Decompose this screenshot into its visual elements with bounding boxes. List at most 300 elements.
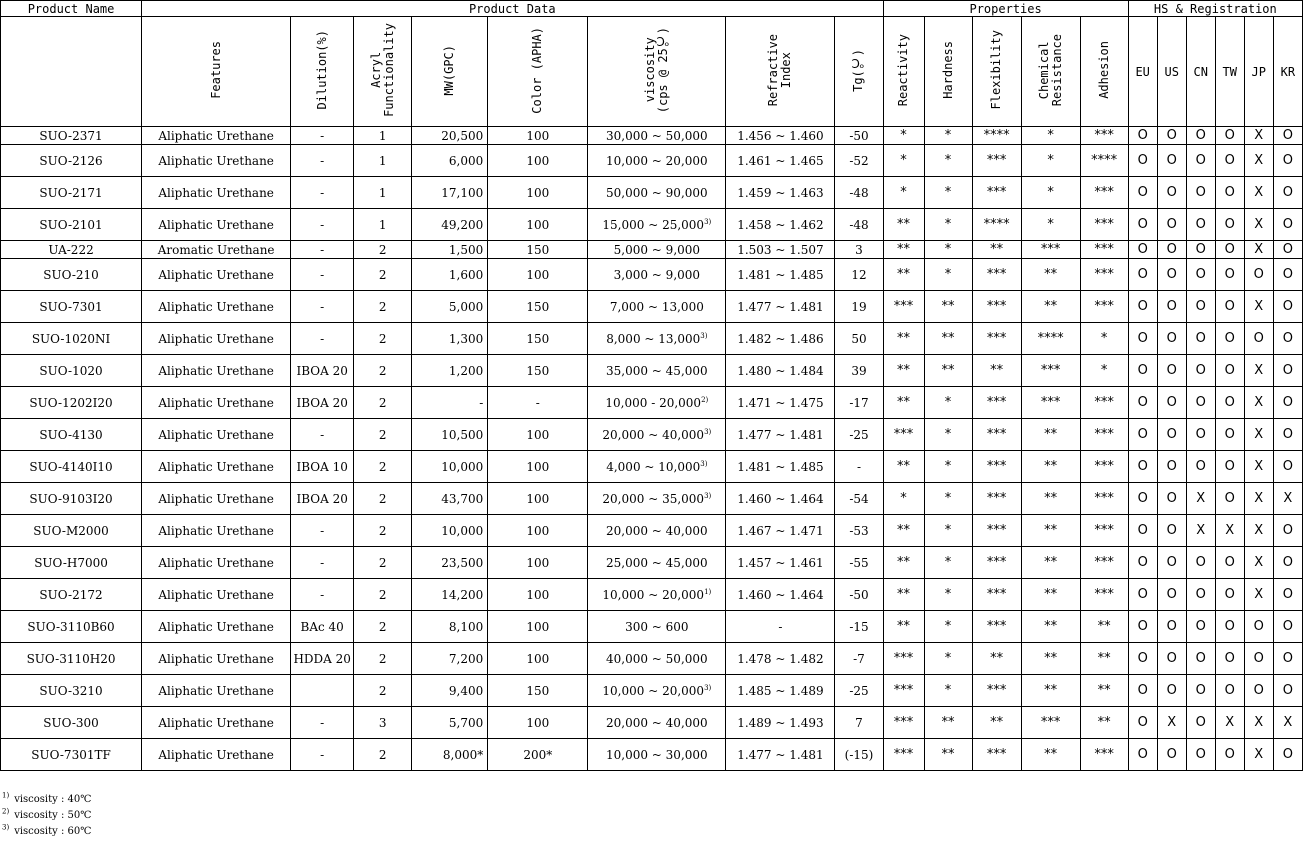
viscosity-value: 40,000 ~ 50,000 <box>606 651 708 666</box>
hardness-cell: ** <box>924 355 972 387</box>
features-cell: Aliphatic Urethane <box>142 127 291 145</box>
reactivity-cell: ** <box>883 547 924 579</box>
reg-cn-cell: X <box>1186 515 1215 547</box>
flexibility-cell: *** <box>972 611 1021 643</box>
footnote-mark: 2) <box>2 807 10 816</box>
tg-cell: -53 <box>835 515 883 547</box>
adhesion-cell: *** <box>1080 547 1128 579</box>
refractive-index-cell: 1.459 ~ 1.463 <box>726 177 835 209</box>
group-product-name: Product Name <box>1 1 142 17</box>
acryl-functionality-cell: 1 <box>354 209 412 241</box>
features-cell: Aliphatic Urethane <box>142 579 291 611</box>
refractive-index-cell: 1.478 ~ 1.482 <box>726 643 835 675</box>
reactivity-cell: * <box>883 127 924 145</box>
reg-kr-cell: O <box>1273 177 1302 209</box>
table-row <box>1 515 1303 547</box>
acryl-functionality-cell: 2 <box>354 323 412 355</box>
table-row <box>1 483 1303 515</box>
color-cell: 200* <box>488 739 588 771</box>
reg-kr-cell: X <box>1273 707 1302 739</box>
reg-tw-cell: O <box>1215 127 1244 145</box>
dilution-cell: - <box>291 707 354 739</box>
dilution-cell: - <box>291 739 354 771</box>
adhesion-cell: *** <box>1080 291 1128 323</box>
header-refractive-index: Refractive Index <box>726 17 835 127</box>
tg-cell: -55 <box>835 547 883 579</box>
reg-jp-cell: X <box>1244 145 1273 177</box>
tg-cell: (-15) <box>835 739 883 771</box>
table-row <box>1 451 1303 483</box>
viscosity-value: 7,000 ~ 13,000 <box>609 299 704 314</box>
adhesion-cell: *** <box>1080 177 1128 209</box>
reg-us-cell: O <box>1157 291 1186 323</box>
reg-eu-cell: O <box>1128 515 1157 547</box>
chemical-resistance-cell: * <box>1021 145 1080 177</box>
hardness-cell: * <box>924 177 972 209</box>
chemical-resistance-cell: ** <box>1021 611 1080 643</box>
reg-tw-cell: O <box>1215 323 1244 355</box>
acryl-functionality-cell: 3 <box>354 707 412 739</box>
adhesion-cell: ** <box>1080 707 1128 739</box>
chemical-resistance-cell: *** <box>1021 355 1080 387</box>
color-cell: - <box>488 387 588 419</box>
color-cell: 100 <box>488 209 588 241</box>
reg-kr-cell: O <box>1273 323 1302 355</box>
reactivity-cell: ** <box>883 515 924 547</box>
acryl-functionality-cell: 2 <box>354 515 412 547</box>
flexibility-cell: *** <box>972 515 1021 547</box>
reg-jp-cell: X <box>1244 515 1273 547</box>
dilution-cell: - <box>291 515 354 547</box>
dilution-cell: - <box>291 547 354 579</box>
reg-tw-cell: O <box>1215 643 1244 675</box>
mw-cell: 14,200 <box>412 579 488 611</box>
product-name-cell: SUO-4130 <box>1 419 142 451</box>
reg-jp-cell: X <box>1244 707 1273 739</box>
reg-us-cell: O <box>1157 643 1186 675</box>
mw-cell: 5,700 <box>412 707 488 739</box>
viscosity-value: 35,000 ~ 45,000 <box>606 363 708 378</box>
reg-tw-cell: O <box>1215 259 1244 291</box>
footnote-text: viscosity : 60℃ <box>14 826 92 837</box>
adhesion-cell: *** <box>1080 387 1128 419</box>
hardness-cell: * <box>924 209 972 241</box>
mw-cell: 10,000 <box>412 451 488 483</box>
reactivity-cell: ** <box>883 241 924 259</box>
reg-jp-cell: X <box>1244 291 1273 323</box>
features-cell: Aliphatic Urethane <box>142 259 291 291</box>
dilution-cell: IBOA 10 <box>291 451 354 483</box>
reg-cn-cell: O <box>1186 451 1215 483</box>
product-name-cell: UA-222 <box>1 241 142 259</box>
mw-cell: 20,500 <box>412 127 488 145</box>
reg-kr-cell: O <box>1273 145 1302 177</box>
viscosity-cell <box>588 177 726 209</box>
reg-us-cell: O <box>1157 241 1186 259</box>
reg-jp-cell: X <box>1244 127 1273 145</box>
dilution-cell: - <box>291 145 354 177</box>
table-row <box>1 209 1303 241</box>
tg-cell: 3 <box>835 241 883 259</box>
reactivity-cell: * <box>883 177 924 209</box>
reactivity-cell: *** <box>883 739 924 771</box>
header-mw: MW(GPC) <box>412 17 488 127</box>
viscosity-cell <box>588 387 726 419</box>
product-name-cell: SUO-1202I20 <box>1 387 142 419</box>
viscosity-cell <box>588 259 726 291</box>
product-name-cell: SUO-M2000 <box>1 515 142 547</box>
reg-eu-cell: O <box>1128 643 1157 675</box>
reg-jp-cell: X <box>1244 547 1273 579</box>
refractive-index-cell: 1.477 ~ 1.481 <box>726 419 835 451</box>
reg-us-cell: O <box>1157 177 1186 209</box>
table-row <box>1 291 1303 323</box>
reactivity-cell: *** <box>883 675 924 707</box>
reg-cn-cell: O <box>1186 323 1215 355</box>
refractive-index-cell: 1.477 ~ 1.481 <box>726 739 835 771</box>
reg-cn-cell: O <box>1186 643 1215 675</box>
footnote-mark: 3) <box>700 331 708 340</box>
viscosity-cell <box>588 323 726 355</box>
flexibility-cell: ** <box>972 643 1021 675</box>
features-cell: Aliphatic Urethane <box>142 177 291 209</box>
features-cell: Aliphatic Urethane <box>142 323 291 355</box>
reg-kr-cell: O <box>1273 739 1302 771</box>
refractive-index-cell: 1.460 ~ 1.464 <box>726 579 835 611</box>
footnote-mark: 1) <box>2 791 10 800</box>
header-tg: Tg(℃) <box>835 17 883 127</box>
header-viscosity: viscosity (cps @ 25℃) <box>588 17 726 127</box>
adhesion-cell: *** <box>1080 259 1128 291</box>
adhesion-cell: *** <box>1080 419 1128 451</box>
acryl-functionality-cell: 2 <box>354 355 412 387</box>
chemical-resistance-cell: ** <box>1021 515 1080 547</box>
chemical-resistance-cell: ** <box>1021 739 1080 771</box>
header-dilution: Dilution(%) <box>291 17 354 127</box>
reg-cn-cell: O <box>1186 259 1215 291</box>
hardness-cell: * <box>924 259 972 291</box>
features-cell: Aliphatic Urethane <box>142 643 291 675</box>
tg-cell: -7 <box>835 643 883 675</box>
reactivity-cell: * <box>883 483 924 515</box>
adhesion-cell: ** <box>1080 643 1128 675</box>
header-hardness: Hardness <box>924 17 972 127</box>
reg-us-cell: O <box>1157 451 1186 483</box>
footnote-mark: 3) <box>2 823 10 832</box>
viscosity-cell <box>588 739 726 771</box>
viscosity-cell <box>588 579 726 611</box>
reactivity-cell: *** <box>883 419 924 451</box>
mw-cell: 23,500 <box>412 547 488 579</box>
color-cell: 150 <box>488 241 588 259</box>
header-color: Color (APHA) <box>488 17 588 127</box>
header-jp: JP <box>1244 17 1273 127</box>
viscosity-value: 15,000 ~ 25,000 <box>602 217 705 232</box>
reg-us-cell: O <box>1157 323 1186 355</box>
color-cell: 100 <box>488 451 588 483</box>
header-features: Features <box>142 17 291 127</box>
reg-tw-cell: O <box>1215 387 1244 419</box>
reg-kr-cell: O <box>1273 515 1302 547</box>
hardness-cell: * <box>924 675 972 707</box>
reg-us-cell: O <box>1157 547 1186 579</box>
hardness-cell: * <box>924 127 972 145</box>
viscosity-value: 50,000 ~ 90,000 <box>606 185 708 200</box>
product-name-cell: SUO-2171 <box>1 177 142 209</box>
reg-eu-cell: O <box>1128 209 1157 241</box>
reg-kr-cell: O <box>1273 355 1302 387</box>
product-name-cell: SUO-2172 <box>1 579 142 611</box>
reg-cn-cell: O <box>1186 145 1215 177</box>
chemical-resistance-cell: ** <box>1021 259 1080 291</box>
acryl-functionality-cell: 1 <box>354 177 412 209</box>
reg-jp-cell: O <box>1244 323 1273 355</box>
features-cell: Aliphatic Urethane <box>142 355 291 387</box>
table-row <box>1 707 1303 739</box>
dilution-cell: - <box>291 177 354 209</box>
color-cell: 150 <box>488 323 588 355</box>
adhesion-cell: *** <box>1080 483 1128 515</box>
reg-kr-cell: O <box>1273 675 1302 707</box>
product-name-cell: SUO-7301TF <box>1 739 142 771</box>
flexibility-cell: *** <box>972 387 1021 419</box>
refractive-index-cell: 1.481 ~ 1.485 <box>726 259 835 291</box>
flexibility-cell: *** <box>972 145 1021 177</box>
color-cell: 100 <box>488 515 588 547</box>
reg-cn-cell: O <box>1186 291 1215 323</box>
table-row <box>1 419 1303 451</box>
footnote-mark: 2) <box>701 395 709 404</box>
group-properties: Properties <box>883 1 1128 17</box>
acryl-functionality-cell: 1 <box>354 127 412 145</box>
reg-tw-cell: O <box>1215 739 1244 771</box>
viscosity-cell <box>588 241 726 259</box>
acryl-functionality-cell: 2 <box>354 387 412 419</box>
color-cell: 100 <box>488 419 588 451</box>
reg-jp-cell: X <box>1244 387 1273 419</box>
reg-eu-cell: O <box>1128 355 1157 387</box>
adhesion-cell: *** <box>1080 209 1128 241</box>
viscosity-cell <box>588 707 726 739</box>
reg-us-cell: O <box>1157 579 1186 611</box>
flexibility-cell: *** <box>972 177 1021 209</box>
flexibility-cell: ** <box>972 707 1021 739</box>
hardness-cell: * <box>924 451 972 483</box>
dilution-cell: IBOA 20 <box>291 387 354 419</box>
reg-jp-cell: O <box>1244 643 1273 675</box>
acryl-functionality-cell: 2 <box>354 643 412 675</box>
viscosity-cell <box>588 451 726 483</box>
table-row <box>1 259 1303 291</box>
features-cell: Aliphatic Urethane <box>142 483 291 515</box>
chemical-resistance-cell: ** <box>1021 547 1080 579</box>
viscosity-cell <box>588 209 726 241</box>
mw-cell: 7,200 <box>412 643 488 675</box>
acryl-functionality-cell: 2 <box>354 451 412 483</box>
viscosity-cell <box>588 291 726 323</box>
header-blank <box>1 17 142 127</box>
table-row <box>1 387 1303 419</box>
features-cell: Aliphatic Urethane <box>142 451 291 483</box>
viscosity-value: 8,000 ~ 13,000 <box>606 331 701 346</box>
viscosity-value: 3,000 ~ 9,000 <box>613 267 701 282</box>
mw-cell: 5,000 <box>412 291 488 323</box>
chemical-resistance-cell: * <box>1021 177 1080 209</box>
group-hs-registration: HS & Registration <box>1128 1 1302 17</box>
hardness-cell: ** <box>924 291 972 323</box>
reg-jp-cell: X <box>1244 355 1273 387</box>
reg-cn-cell: O <box>1186 547 1215 579</box>
mw-cell: 1,600 <box>412 259 488 291</box>
viscosity-value: 10,000 ~ 20,000 <box>602 683 705 698</box>
product-name-cell: SUO-3210 <box>1 675 142 707</box>
tg-cell: -25 <box>835 675 883 707</box>
dilution-cell: - <box>291 291 354 323</box>
reactivity-cell: *** <box>883 707 924 739</box>
adhesion-cell: **** <box>1080 145 1128 177</box>
adhesion-cell: *** <box>1080 579 1128 611</box>
viscosity-cell <box>588 355 726 387</box>
hardness-cell: ** <box>924 323 972 355</box>
reg-cn-cell: O <box>1186 209 1215 241</box>
product-name-cell: SUO-300 <box>1 707 142 739</box>
dilution-cell: - <box>291 209 354 241</box>
reg-us-cell: O <box>1157 515 1186 547</box>
hardness-cell: * <box>924 387 972 419</box>
product-name-cell: SUO-7301 <box>1 291 142 323</box>
footnote <box>2 808 91 824</box>
product-name-cell: SUO-3110B60 <box>1 611 142 643</box>
dilution-cell: - <box>291 323 354 355</box>
reg-us-cell: O <box>1157 355 1186 387</box>
viscosity-value: 20,000 ~ 40,000 <box>606 523 708 538</box>
reg-eu-cell: O <box>1128 579 1157 611</box>
tg-cell: 39 <box>835 355 883 387</box>
features-cell: Aliphatic Urethane <box>142 675 291 707</box>
chemical-resistance-cell: *** <box>1021 387 1080 419</box>
refractive-index-cell: 1.477 ~ 1.481 <box>726 291 835 323</box>
mw-cell: 43,700 <box>412 483 488 515</box>
footnote-mark: 3) <box>704 683 712 692</box>
table-row <box>1 579 1303 611</box>
product-name-cell: SUO-210 <box>1 259 142 291</box>
reactivity-cell: ** <box>883 611 924 643</box>
adhesion-cell: ** <box>1080 675 1128 707</box>
refractive-index-cell: 1.480 ~ 1.484 <box>726 355 835 387</box>
mw-cell: 10,000 <box>412 515 488 547</box>
reg-cn-cell: O <box>1186 355 1215 387</box>
reg-cn-cell: O <box>1186 419 1215 451</box>
adhesion-cell: * <box>1080 355 1128 387</box>
viscosity-value: 10,000 ~ 20,000 <box>606 153 708 168</box>
header-cn: CN <box>1186 17 1215 127</box>
viscosity-cell <box>588 547 726 579</box>
color-cell: 100 <box>488 483 588 515</box>
features-cell: Aromatic Urethane <box>142 241 291 259</box>
hardness-cell: ** <box>924 707 972 739</box>
reg-cn-cell: O <box>1186 611 1215 643</box>
reg-jp-cell: X <box>1244 419 1273 451</box>
reg-jp-cell: X <box>1244 177 1273 209</box>
chemical-resistance-cell: ** <box>1021 451 1080 483</box>
color-cell: 100 <box>488 145 588 177</box>
reg-tw-cell: O <box>1215 579 1244 611</box>
features-cell: Aliphatic Urethane <box>142 739 291 771</box>
features-cell: Aliphatic Urethane <box>142 611 291 643</box>
adhesion-cell: * <box>1080 323 1128 355</box>
viscosity-value: 300 ~ 600 <box>625 619 689 634</box>
color-cell: 100 <box>488 127 588 145</box>
adhesion-cell: *** <box>1080 451 1128 483</box>
reg-kr-cell: X <box>1273 483 1302 515</box>
header-chemical-resistance: Chemical Resistance <box>1021 17 1080 127</box>
dilution-cell: - <box>291 579 354 611</box>
group-product-data: Product Data <box>142 1 883 17</box>
chemical-resistance-cell: **** <box>1021 323 1080 355</box>
reg-jp-cell: X <box>1244 451 1273 483</box>
hardness-cell: * <box>924 643 972 675</box>
features-cell: Aliphatic Urethane <box>142 515 291 547</box>
table-row <box>1 127 1303 145</box>
chemical-resistance-cell: *** <box>1021 241 1080 259</box>
product-name-cell: SUO-1020 <box>1 355 142 387</box>
reg-kr-cell: O <box>1273 451 1302 483</box>
table-row <box>1 547 1303 579</box>
refractive-index-cell: - <box>726 611 835 643</box>
acryl-functionality-cell: 2 <box>354 291 412 323</box>
viscosity-value: 25,000 ~ 45,000 <box>606 555 708 570</box>
reactivity-cell: *** <box>883 291 924 323</box>
chemical-resistance-cell: *** <box>1021 707 1080 739</box>
mw-cell: 17,100 <box>412 177 488 209</box>
adhesion-cell: *** <box>1080 241 1128 259</box>
reactivity-cell: ** <box>883 579 924 611</box>
refractive-index-cell: 1.489 ~ 1.493 <box>726 707 835 739</box>
dilution-cell: IBOA 20 <box>291 355 354 387</box>
mw-cell: 10,500 <box>412 419 488 451</box>
refractive-index-cell: 1.485 ~ 1.489 <box>726 675 835 707</box>
reg-tw-cell: O <box>1215 451 1244 483</box>
reg-cn-cell: O <box>1186 387 1215 419</box>
features-cell: Aliphatic Urethane <box>142 419 291 451</box>
tg-cell: -15 <box>835 611 883 643</box>
table-row <box>1 145 1303 177</box>
acryl-functionality-cell: 2 <box>354 483 412 515</box>
refractive-index-cell: 1.471 ~ 1.475 <box>726 387 835 419</box>
table-row <box>1 739 1303 771</box>
flexibility-cell: ** <box>972 355 1021 387</box>
footnote-text: viscosity : 50℃ <box>14 810 92 821</box>
color-cell: 100 <box>488 547 588 579</box>
acryl-functionality-cell: 2 <box>354 547 412 579</box>
viscosity-value: 20,000 ~ 40,000 <box>602 427 705 442</box>
chemical-resistance-cell: * <box>1021 209 1080 241</box>
refractive-index-cell: 1.467 ~ 1.471 <box>726 515 835 547</box>
viscosity-cell <box>588 483 726 515</box>
tg-cell: -17 <box>835 387 883 419</box>
dilution-cell: - <box>291 241 354 259</box>
reg-cn-cell: O <box>1186 675 1215 707</box>
mw-cell: 1,500 <box>412 241 488 259</box>
acryl-functionality-cell: 2 <box>354 675 412 707</box>
adhesion-cell: *** <box>1080 127 1128 145</box>
viscosity-cell <box>588 675 726 707</box>
reg-kr-cell: O <box>1273 209 1302 241</box>
refractive-index-cell: 1.456 ~ 1.460 <box>726 127 835 145</box>
viscosity-value: 10,000 ~ 30,000 <box>606 747 708 762</box>
reg-eu-cell: O <box>1128 259 1157 291</box>
reg-eu-cell: O <box>1128 145 1157 177</box>
